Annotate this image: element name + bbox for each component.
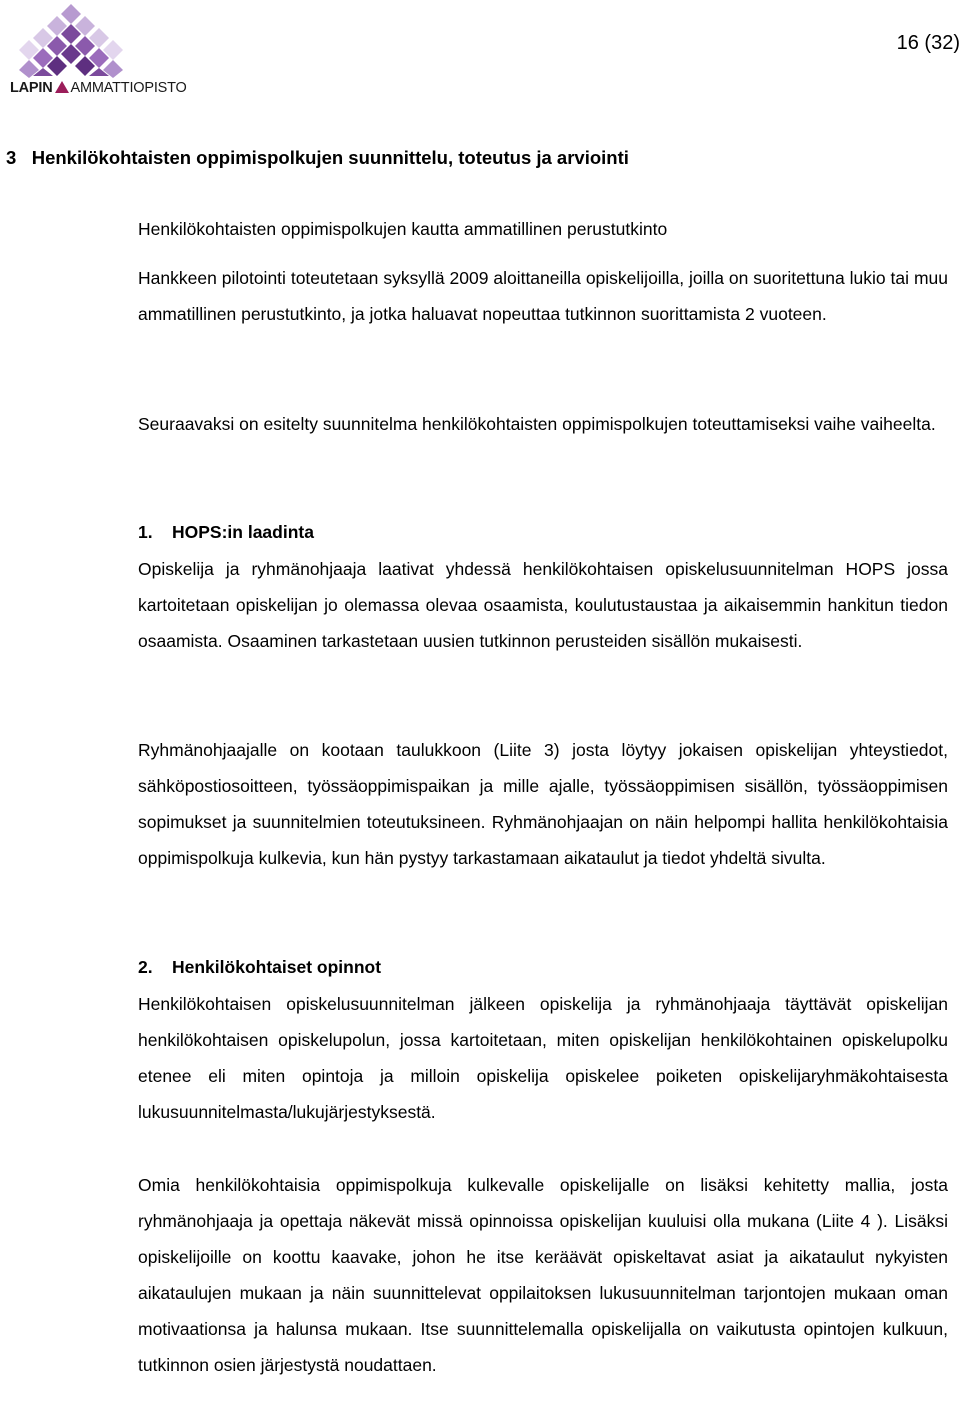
logo-word-ammattiopisto: AMMATTIOPISTO <box>70 80 187 96</box>
heading-personal-studies-number: 2. <box>138 957 153 977</box>
heading-personal-studies <box>138 957 381 978</box>
paragraph-hops: Opiskelija ja ryhmänohjaaja laativat yhdessä henkilökohtaisen opiskelusuunnitelman HOPS jossa kartoitetaan opiskelijan jo olemassa olevaa osaamista, koulutustaustaa ja aikaisemmin hankitun tiedon osaamista. Osaaminen tarkastetaan uusien tutkinnon perusteiden sisällön mukaisesti. <box>138 559 948 651</box>
logo-diamond-mark-icon <box>6 2 136 82</box>
logo-wordmark <box>10 80 187 96</box>
paragraph-personal-studies: Henkilökohtaisen opiskelusuunnitelman jälkeen opiskelija ja ryhmänohjaaja täyttävät opiskelijan henkilökohtaisen opiskelupolun, jossa kartoitetaan, miten opiskelijan henkilökohtainen opiskelupolku etenee eli miten opintoja ja milloin opiskelija opiskelee poiketen opiskelijaryhmäkohtaisesta lukusuunnitelmasta/lukujärjestyksestä. <box>138 994 948 1122</box>
lapin-ammattiopisto-logo <box>6 2 186 98</box>
paragraph-own-paths: Omia henkilökohtaisia oppimispolkuja kulkevalle opiskelijalle on lisäksi kehitetty mallia, josta ryhmänohjaaja ja opettaja näkevät missä opinnoissa opiskelijan kuuluisi olla mukana (Liite 4 ). Lisäksi opiskelijoille on koottu kaavake, johon he itse keräävät opiskeltavat asiat ja aikataulut nykyisten aikataulujen mukaan ja näin suunnittelevat oppilaitoksen lukusuunnitelman tarjontojen mukaan oman motivaationsa ja halunsa mukaan. Itse suunnittelemalla opiskelijalla on vaikutusta opintojen kulkuun, tutkinnon osien järjestystä noudattaen. <box>138 1175 948 1375</box>
page-number: 16 (32) <box>896 32 960 54</box>
heading-personal-studies-text: Henkilökohtaiset opinnot <box>172 957 382 977</box>
paragraph-intro: Seuraavaksi on esitelty suunnitelma henkilökohtaisten oppimispolkujen toteuttamiseksi vaihe vaiheelta. <box>138 414 936 434</box>
heading-hops-number: 1. <box>138 522 153 542</box>
paragraph-subtitle: Henkilökohtaisten oppimispolkujen kautta ammatillinen perustutkinto <box>138 219 668 239</box>
logo-triangle-icon <box>55 81 69 93</box>
heading-hops <box>138 522 314 543</box>
paragraph-pilot: Hankkeen pilotointi toteutetaan syksyllä 2009 aloittaneilla opiskelijoilla, joilla on suoritettuna lukio tai muu ammatillinen perustutkinto, ja jotka haluavat nopeuttaa tutkinnon suorittamista 2 vuoteen. <box>138 268 948 324</box>
section-title: 3 Henkilökohtaisten oppimispolkujen suunnittelu, toteutus ja arviointi <box>6 147 629 168</box>
paragraph-group-leader: Ryhmänohjaajalle on kootaan taulukkoon (Liite 3) josta löytyy jokaisen opiskelijan yhteystiedot, sähköpostiosoitteen, työssäoppimispaikan ja mille ajalle, työssäoppimisen sisällön, työssäoppimisen sopimukset ja suunnitelmien toteutuksineen. Ryhmänohjaajan on näin helpompi hallita henkilökohtaisia oppimispolkuja kulkevia, kun hän pystyy tarkastamaan aikataulut ja tiedot yhdeltä sivulta. <box>138 740 948 868</box>
heading-hops-text: HOPS:in laadinta <box>172 522 314 542</box>
logo-word-lapin: LAPIN <box>10 80 53 96</box>
